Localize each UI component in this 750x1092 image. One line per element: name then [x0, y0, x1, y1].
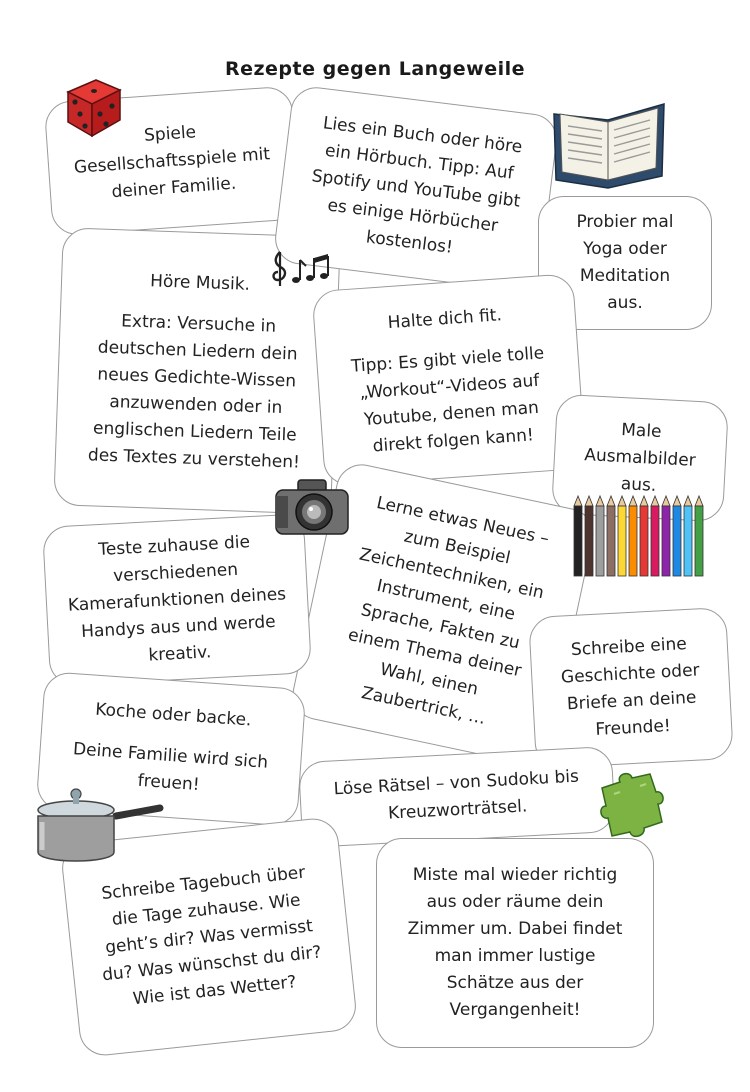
- card-yoga-text: Probier mal Yoga oder Meditation aus.: [576, 212, 674, 313]
- card-ausmisten: [376, 838, 654, 1048]
- card-kamera: [42, 513, 312, 686]
- cooking-pot-icon: [28, 782, 164, 866]
- page-title: Rezepte gegen Langeweile: [224, 58, 526, 80]
- card-fit: [311, 273, 586, 487]
- card-fit-text: Tipp: Es gibt viele tolle „Workout“-Videos auf Youtube, denen man direkt folgen kann!: [350, 342, 545, 456]
- card-kochen-title: Koche oder backe.: [94, 699, 253, 731]
- card-fit-title: Halte dich fit.: [387, 304, 503, 333]
- card-malen-text: Male Ausmalbilder aus.: [583, 419, 697, 496]
- card-schreiben-text: Schreibe eine Geschichte oder Briefe an deine Freunde!: [560, 634, 701, 740]
- book-icon: [550, 100, 668, 190]
- card-schreiben: [528, 607, 734, 769]
- card-ausmisten-text: Miste mal wieder richtig aus oder räume dein Zimmer um. Dabei findet man immer lustige Schätze aus der Vergangenheit!: [407, 865, 623, 1020]
- card-kamera-text: Teste zuhause die verschiedenen Kamerafunktionen deines Handys aus und werde kreativ.: [67, 531, 287, 666]
- camera-icon: [272, 476, 352, 538]
- card-musik-title: Höre Musik.: [149, 270, 251, 295]
- card-buch-text: Lies ein Buch oder höre ein Hörbuch. Tipp: Auf Spotify und YouTube gibt es einige Hörbücher kostenlos!: [310, 112, 524, 258]
- card-raetsel: [298, 746, 616, 848]
- colored-pencils-icon: [568, 494, 704, 580]
- music-notes-icon: [270, 250, 334, 290]
- puzzle-piece-icon: [590, 770, 666, 844]
- dice-icon: [62, 74, 124, 140]
- card-spiele-text: Spiele Gesellschaftsspiele mit deiner Familie.: [73, 121, 271, 202]
- card-lernen-text: Lerne etwas Neues – zum Beispiel Zeichentechniken, ein Instrument, eine Sprache, Fakten zu einem Thema deiner Wahl, einen Zaubertrick, …: [346, 493, 551, 729]
- card-musik-text: Extra: Versuche in deutschen Liedern dein neues Gedichte-Wissen anzuwenden oder in englischen Liedern Teile des Textes zu verstehen!: [87, 310, 301, 473]
- card-tagebuch-text: Schreibe Tagebuch über die Tage zuhause. Wie geht’s dir? Was vermisst du? Was wünschst du dir? Wie ist das Wetter?: [100, 862, 323, 1009]
- card-kochen-text: Deine Familie wird sich freuen!: [72, 738, 269, 795]
- card-raetsel-text: Löse Rätsel – von Sudoku bis Kreuzworträtsel.: [333, 766, 580, 824]
